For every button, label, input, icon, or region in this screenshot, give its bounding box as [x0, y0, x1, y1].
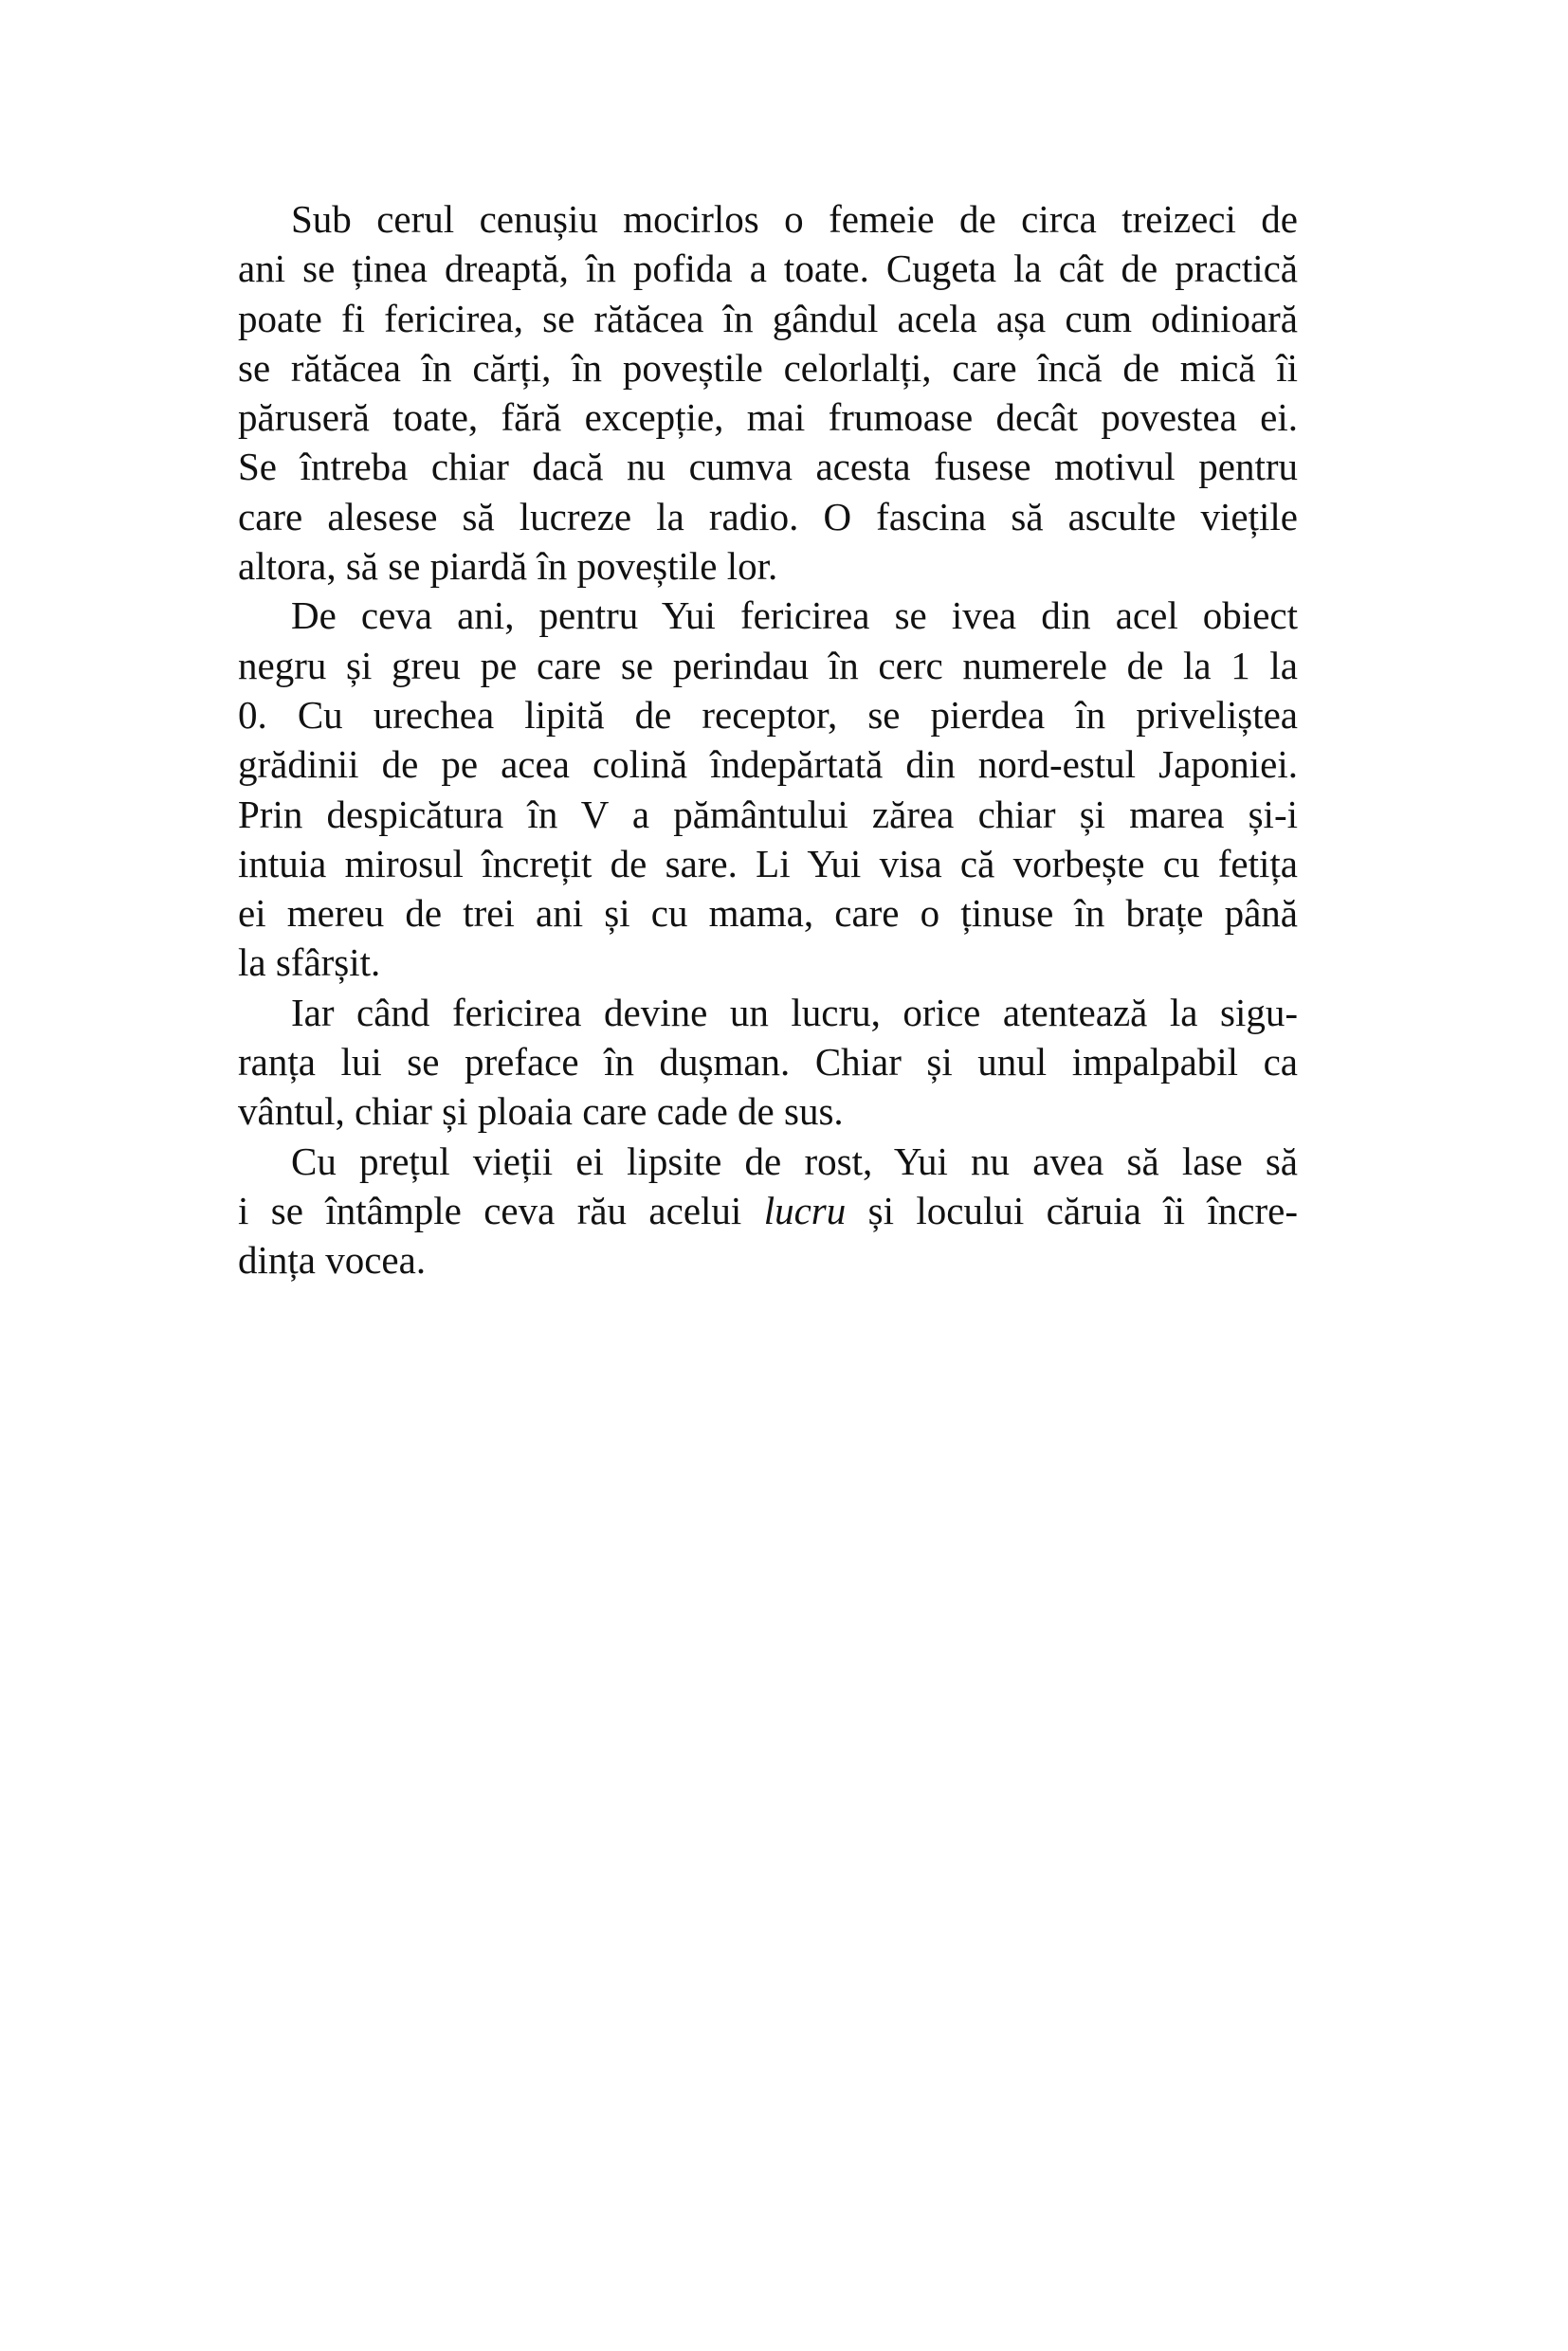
text-line: Prin despicătura în V a pământului zărea chiar și marea și-i — [238, 792, 1298, 836]
paragraph — [238, 591, 1298, 987]
text-line: grădinii de pe acea colină îndepărtată din nord-estul Japoniei. — [238, 742, 1298, 787]
text-line: De ceva ani, pentru Yui fericirea se ivea din acel obiect — [291, 593, 1298, 638]
text-line: se rătăcea în cărți, în poveștile celorlalți, care încă de mică îi — [238, 345, 1298, 390]
text-line: ei mereu de trei ani și cu mama, care o ținuse în brațe până — [238, 891, 1298, 936]
text-line: ranța lui se preface în dușman. Chiar și unul impalpabil ca — [238, 1040, 1298, 1084]
text-line: altora, să se piardă în poveștile lor. — [238, 544, 778, 589]
text-line: vântul, chiar și ploaia care cade de sus. — [238, 1089, 844, 1134]
text-line: 0. Cu urechea lipită de receptor, se pierdea în priveliștea — [238, 692, 1298, 737]
text-line: dința vocea. — [238, 1238, 427, 1283]
paragraph — [238, 194, 1298, 591]
text-line: care alesese să lucreze la radio. O fascina să asculte viețile — [238, 494, 1298, 538]
body-text — [238, 194, 1298, 1285]
text-line: Cu prețul vieții ei lipsite de rost, Yui nu avea să lase să — [291, 1139, 1298, 1183]
paragraph — [238, 988, 1298, 1137]
text-line: poate fi fericirea, se rătăcea în gândul acela așa cum odinioară — [238, 296, 1298, 340]
text-line: Sub cerul cenușiu mocirlos o femeie de circa treizeci de — [291, 197, 1298, 241]
text-line: negru și greu pe care se perindau în cerc numerele de la 1 la — [238, 643, 1298, 687]
italic-word: lucru — [763, 1188, 847, 1232]
text-line: i se întâmple ceva rău acelui lucru și locului căruia îi încre- — [238, 1188, 1298, 1232]
text-line: la sfârșit. — [238, 940, 381, 985]
text-line: păruseră toate, fără excepție, mai frumoase decât povestea ei. — [238, 395, 1298, 440]
text-line: intuia mirosul încrețit de sare. Li Yui visa că vorbește cu fetița — [238, 841, 1298, 885]
text-line: Se întreba chiar dacă nu cumva acesta fusese motivul pentru — [238, 445, 1298, 489]
paragraph — [238, 1137, 1298, 1285]
text-line: Iar când fericirea devine un lucru, orice atentează la sigu- — [291, 990, 1298, 1034]
text-line: ani se ținea dreaptă, în pofida a toate. Cugeta la cât de practică — [238, 246, 1298, 291]
